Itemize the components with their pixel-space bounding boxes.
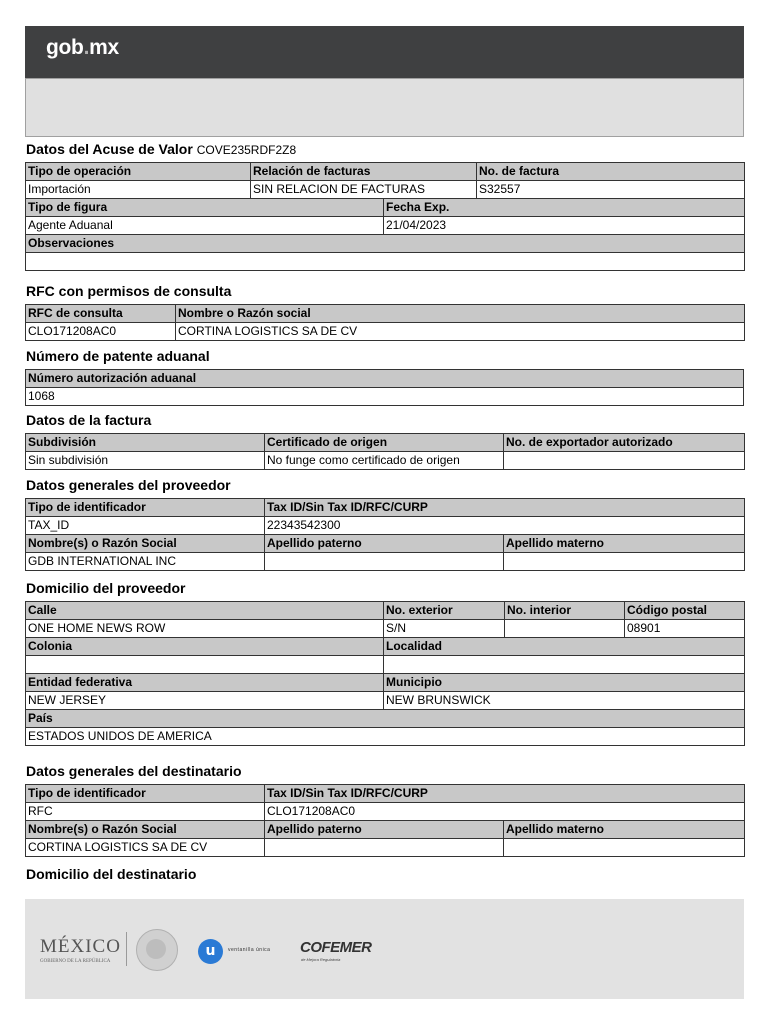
value-relacion-facturas: SIN RELACION DE FACTURAS: [251, 181, 477, 199]
value-apellido-materno: [504, 553, 745, 571]
header-bar: [25, 26, 744, 78]
label-certificado: Certificado de origen: [265, 434, 504, 452]
value-apellido-materno-dest: [504, 839, 745, 857]
domicilio-destinatario-title: Domicilio del destinatario: [26, 866, 197, 882]
value-no-factura: S32557: [477, 181, 745, 199]
label-nombre-razon: Nombre o Razón social: [176, 305, 745, 323]
label-apellido-paterno-dest: Apellido paterno: [265, 821, 504, 839]
national-seal-inner-icon: [146, 939, 166, 959]
value-tipo-figura: Agente Aduanal: [26, 217, 384, 235]
value-pais: ESTADOS UNIDOS DE AMERICA: [26, 728, 745, 746]
label-observaciones: Observaciones: [26, 235, 745, 253]
value-nombre-dest: CORTINA LOGISTICS SA DE CV: [26, 839, 265, 857]
label-tipo-identificador: Tipo de identificador: [26, 499, 265, 517]
acuse-section-title: [26, 141, 296, 157]
value-subdivision: Sin subdivisión: [26, 452, 265, 470]
label-fecha-exp: Fecha Exp.: [384, 199, 745, 217]
value-colonia: [26, 656, 384, 674]
value-exportador: [504, 452, 745, 470]
label-relacion-facturas: Relación de facturas: [251, 163, 477, 181]
label-exportador: No. de exportador autorizado: [504, 434, 745, 452]
label-apellido-materno: Apellido materno: [504, 535, 745, 553]
value-certificado: No funge como certificado de origen: [265, 452, 504, 470]
acuse-title-text: Datos del Acuse de Valor: [26, 141, 193, 157]
ventanilla-unica-logo-icon: u: [198, 939, 223, 964]
label-tipo-figura: Tipo de figura: [26, 199, 384, 217]
factura-section-title: Datos de la factura: [26, 412, 152, 428]
label-calle: Calle: [26, 602, 384, 620]
value-tipo-operacion: Importación: [26, 181, 251, 199]
value-observaciones: [26, 253, 745, 271]
cove-number: COVE235RDF2Z8: [196, 143, 297, 157]
label-autorizacion: Número autorización aduanal: [26, 370, 744, 388]
label-rfc-consulta: RFC de consulta: [26, 305, 176, 323]
sub-header-bar: [25, 78, 744, 137]
patente-table: [25, 369, 744, 406]
footer-divider: [126, 932, 127, 966]
value-apellido-paterno-dest: [265, 839, 504, 857]
label-nombre-proveedor: Nombre(s) o Razón Social: [26, 535, 265, 553]
cofemer-logo: COFEMER: [300, 939, 372, 956]
destinatario-section-title: Datos generales del destinatario: [26, 763, 242, 779]
rfc-table: [25, 304, 745, 341]
logo-dot: .: [83, 36, 90, 59]
label-apellido-materno-dest: Apellido materno: [504, 821, 745, 839]
acuse-table: [25, 162, 745, 271]
gobmx-logo[interactable]: [46, 36, 119, 60]
value-nombre-razon: CORTINA LOGISTICS SA DE CV: [176, 323, 745, 341]
label-no-interior: No. interior: [505, 602, 625, 620]
footer-bar: [25, 899, 744, 999]
value-apellido-paterno: [265, 553, 504, 571]
value-autorizacion: 1068: [26, 388, 744, 406]
proveedor-table: [25, 498, 745, 571]
value-no-exterior: S/N: [384, 620, 505, 638]
value-tax-id-dest: CLO171208AC0: [265, 803, 745, 821]
value-tipo-identificador: TAX_ID: [26, 517, 265, 535]
label-municipio: Municipio: [384, 674, 745, 692]
value-tipo-identificador-dest: RFC: [26, 803, 265, 821]
label-nombre-dest: Nombre(s) o Razón Social: [26, 821, 265, 839]
label-tax-id: Tax ID/Sin Tax ID/RFC/CURP: [265, 499, 745, 517]
value-entidad-federativa: NEW JERSEY: [26, 692, 384, 710]
gobierno-republica-text: GOBIERNO DE LA REPÚBLICA: [40, 959, 111, 964]
domicilio-proveedor-table: [25, 601, 745, 746]
ventanilla-unica-text: ventanilla única: [228, 947, 271, 953]
label-colonia: Colonia: [26, 638, 384, 656]
value-fecha-exp: 21/04/2023: [384, 217, 745, 235]
label-tipo-operacion: Tipo de operación: [26, 163, 251, 181]
label-no-exterior: No. exterior: [384, 602, 505, 620]
logo-gob: gob: [46, 36, 84, 59]
value-calle: ONE HOME NEWS ROW: [26, 620, 384, 638]
mexico-logo-text: MÉXICO: [40, 936, 121, 957]
label-localidad: Localidad: [384, 638, 745, 656]
logo-mx: mx: [89, 36, 119, 59]
value-nombre-proveedor: GDB INTERNATIONAL INC: [26, 553, 265, 571]
value-rfc-consulta: CLO171208AC0: [26, 323, 176, 341]
label-apellido-paterno: Apellido paterno: [265, 535, 504, 553]
value-tax-id: 22343542300: [265, 517, 745, 535]
label-tax-id-dest: Tax ID/Sin Tax ID/RFC/CURP: [265, 785, 745, 803]
label-entidad-federativa: Entidad federativa: [26, 674, 384, 692]
proveedor-section-title: Datos generales del proveedor: [26, 477, 231, 493]
cofemer-sub-text: de Mejora Regulatoria: [301, 957, 341, 962]
factura-table: [25, 433, 745, 470]
value-no-interior: [505, 620, 625, 638]
value-codigo-postal: 08901: [625, 620, 745, 638]
value-municipio: NEW BRUNSWICK: [384, 692, 745, 710]
label-tipo-identificador-dest: Tipo de identificador: [26, 785, 265, 803]
rfc-section-title: RFC con permisos de consulta: [26, 283, 232, 299]
label-codigo-postal: Código postal: [625, 602, 745, 620]
value-localidad: [384, 656, 745, 674]
label-pais: País: [26, 710, 745, 728]
patente-section-title: Número de patente aduanal: [26, 348, 210, 364]
label-no-factura: No. de factura: [477, 163, 745, 181]
domicilio-proveedor-title: Domicilio del proveedor: [26, 580, 186, 596]
destinatario-table: [25, 784, 745, 857]
label-subdivision: Subdivisión: [26, 434, 265, 452]
